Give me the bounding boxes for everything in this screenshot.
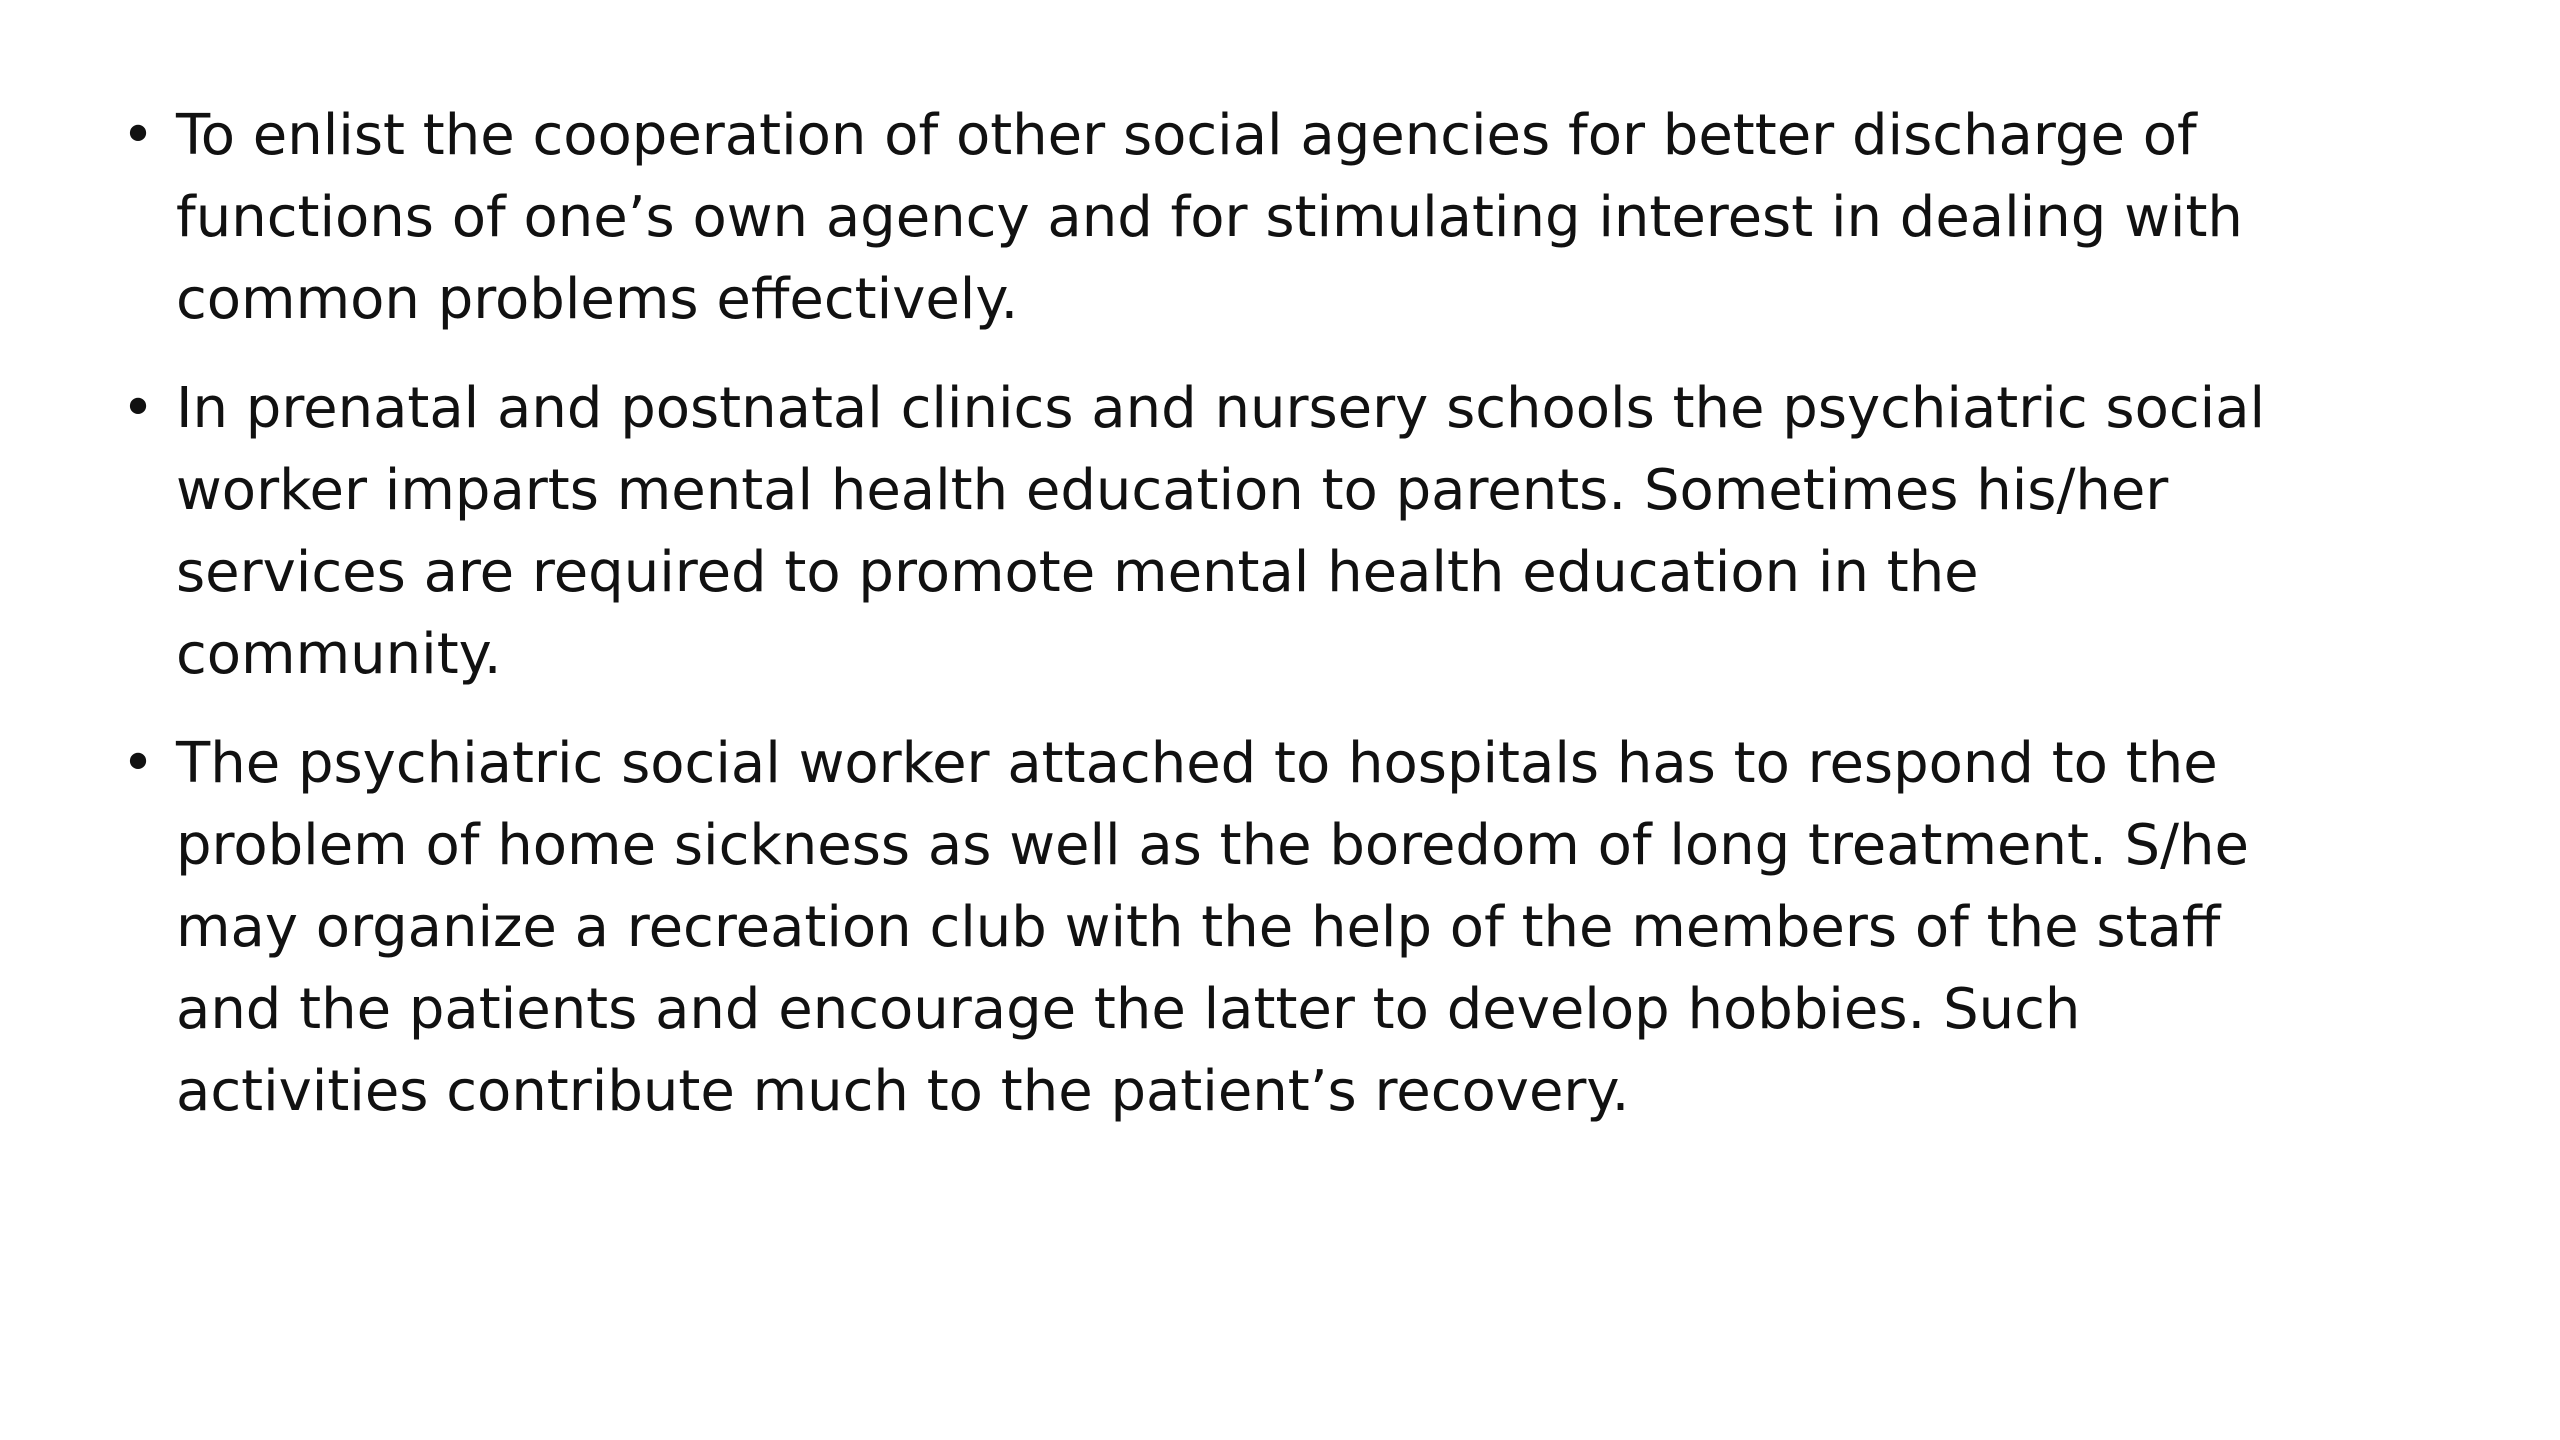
bullet-icon: •	[121, 103, 155, 168]
bullet-text: In prenatal and postnatal clinics and nursery schools the psychiatric social worker imparts mental health education to parents. Sometimes his/her services are required to promote mental health education in the community.	[176, 376, 2266, 687]
bullet-item	[118, 95, 2478, 341]
bullet-icon: •	[121, 731, 155, 796]
bullet-text: To enlist the cooperation of other social agencies for better discharge of functions of one’s own agency and for stimulating interest in dealing with common problems effectively.	[176, 103, 2243, 332]
bullet-text: The psychiatric social worker attached to hospitals has to respond to the problem of home sickness as well as the boredom of long treatment. S/he may organize a recreation club with the help of the members of the staff and the patients and encourage the latter to develop hobbies. Such activities contribute much to the patient’s recovery.	[176, 731, 2249, 1124]
bullet-item	[118, 368, 2478, 696]
bullet-icon: •	[121, 376, 155, 441]
bullet-item	[118, 723, 2478, 1133]
bullet-list	[118, 95, 2478, 1160]
